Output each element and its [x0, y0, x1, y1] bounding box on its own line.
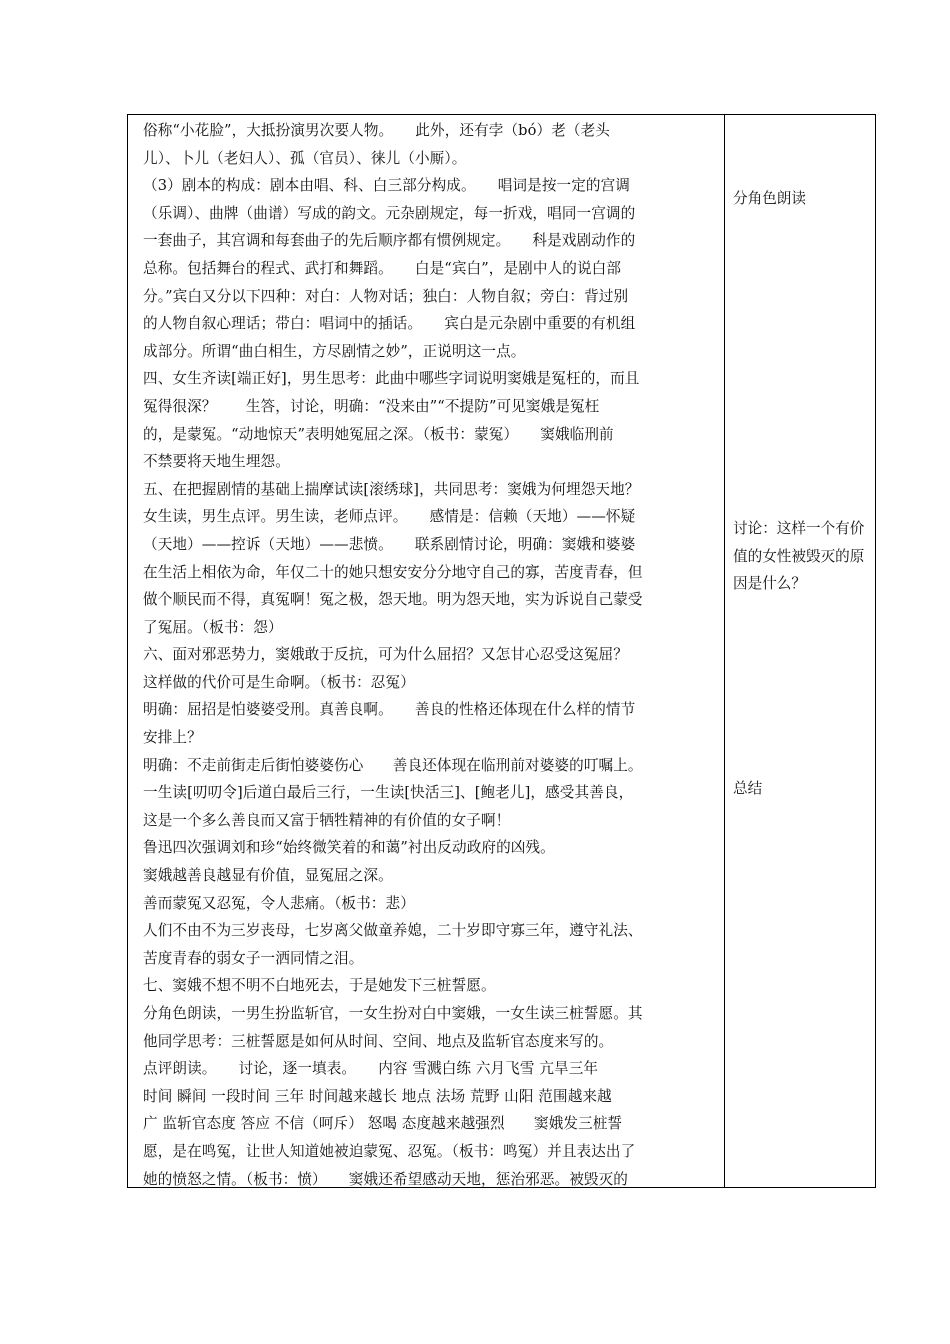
text-line: 点评朗读。 讨论，逐一填表。 内容 雪溅白练 六月飞雪 亢旱三年: [143, 1060, 599, 1078]
text-line: 广 监斩官态度 答应 不信（呵斥） 怒喝 态度越来越强烈 窦娥发三桩誓: [143, 1115, 623, 1133]
text-line: 分角色朗读，一男生扮监斩官，一女生扮对白中窦娥，一女生读三桩誓愿。其: [143, 1005, 643, 1022]
text-line: 明确：不走前街走后街怕婆婆伤心 善良还体现在临刑前对婆婆的叮嘱上。: [143, 756, 643, 774]
text-line: 不禁要将天地生埋怨。: [143, 453, 290, 471]
text-line: 一套曲子，其宫调和每套曲子的先后顺序都有惯例规定。 科是戏剧动作的: [143, 232, 636, 250]
text-line: 做个顺民而不得，真冤啊！冤之极，怨天地。明为怨天地，实为诉说自己蒙受: [143, 591, 643, 609]
text-line: 人们不由不为三岁丧母，七岁离父做童养媳，二十岁即守寡三年，遵守礼法、: [143, 922, 643, 940]
side-note-summary: 总结: [733, 780, 763, 797]
side-note-discussion: 讨论：这样一个有价值的女性被毁灭的原因是什么？: [733, 520, 865, 593]
text-line: 女生读，男生点评。男生读，老师点评。 感情是：信赖（天地）——怀疑: [143, 508, 636, 526]
text-line: 在生活上相依为命，年仅二十的她只想安安分分地守自己的寡，苦度青春，但: [143, 563, 643, 581]
text-line: 一生读[叨叨令]后道白最后三行，一生读[快活三]、[鲍老儿]，感受其善良，: [143, 784, 634, 802]
lesson-table: [127, 114, 876, 1188]
text-line: （3）剧本的构成：剧本由唱、科、白三部分构成。 唱词是按一定的宫调: [143, 177, 630, 195]
text-line: 四、女生齐读[端正好]，男生思考：此曲中哪些字词说明窦娥是冤枉的，而且: [143, 370, 640, 388]
text-line: 安排上？: [143, 729, 202, 747]
text-line: 六、面对邪恶势力，窦娥敢于反抗，可为什么屈招？又怎甘心忍受这冤屈？: [143, 646, 628, 664]
text-line: 总称。包括舞台的程式、武打和舞蹈。 白是“宾白”，是剧中人的说白部: [143, 259, 622, 277]
text-line: 这样做的代价可是生命啊。（板书：忍冤）: [143, 673, 415, 691]
text-line: 这是一个多么善良而又富于牺牲精神的有价值的女子啊！: [143, 811, 511, 829]
text-line: 了冤屈。（板书：怨）: [143, 618, 283, 636]
text-line: 成部分。所谓“曲白相生，方尽剧情之妙”，正说明这一点。: [143, 342, 526, 360]
text-line: 苦度青春的弱女子一洒同情之泪。: [143, 949, 364, 967]
text-line: 时间 瞬间 一段时间 三年 时间越来越长 地点 法场 荒野 山阳 范围越来越: [143, 1087, 612, 1105]
text-line: 他同学思考：三桩誓愿是如何从时间、空间、地点及监斩官态度来写的。: [143, 1032, 614, 1050]
text-line: 俗称“小花脸”，大抵扮演男次要人物。 此外，还有孛（bó）老（老头: [143, 122, 610, 139]
text-line: 冤得很深？ 生答，讨论，明确：“没来由”“不提防”可见窦娥是冤枉: [143, 397, 600, 415]
text-line: 的人物自叙心理话；带白：唱词中的插话。 宾白是元杂剧中重要的有机组: [143, 315, 636, 333]
text-line: 她的愤怒之情。（板书：愤） 窦娥还希望感动天地，惩治邪恶。被毁灭的: [143, 1170, 628, 1187]
text-line: 的，是蒙冤。“动地惊天”表明她冤屈之深。（板书：蒙冤） 窦娥临刑前: [143, 425, 614, 443]
lesson-content-column: [128, 115, 725, 1187]
text-line: 五、在把握剧情的基础上揣摩试读[滚绣球]，共同思考：窦娥为何埋怨天地？: [143, 480, 640, 498]
text-line: （天地）——控诉（天地）——悲愤。 联系剧情讨论，明确：窦娥和婆婆: [143, 535, 636, 553]
text-line: 七、窦娥不想不明不白地死去，于是她发下三桩誓愿。: [143, 977, 496, 995]
text-line: 愿，是在鸣冤，让世人知道她被迫蒙冤、忍冤。（板书：鸣冤）并且表达出了: [143, 1142, 636, 1160]
text-line: 明确：屈招是怕婆婆受刑。真善良啊。 善良的性格还体现在什么样的情节: [143, 701, 636, 719]
text-line: 鲁迅四次强调刘和珍“始终微笑着的和蔼”衬出反动政府的凶残。: [143, 839, 555, 857]
activity-notes-column: [725, 115, 875, 1187]
text-line: 儿）、卜儿（老妇人）、孤（官员）、徕儿（小厮）。: [143, 149, 467, 167]
text-line: （乐调）、曲牌（曲谱）写成的韵文。元杂剧规定，每一折戏，唱同一宫调的: [143, 204, 636, 222]
text-line: 分。”宾白又分以下四种：对白：人物对话；独白：人物自叙；旁白：背过别: [143, 287, 629, 305]
side-note-role-reading: 分角色朗读: [733, 190, 806, 207]
text-line: 善而蒙冤又忍冤，令人悲痛。（板书：悲）: [143, 894, 415, 912]
text-line: 窦娥越善良越显有价值，显冤屈之深。: [143, 867, 393, 885]
